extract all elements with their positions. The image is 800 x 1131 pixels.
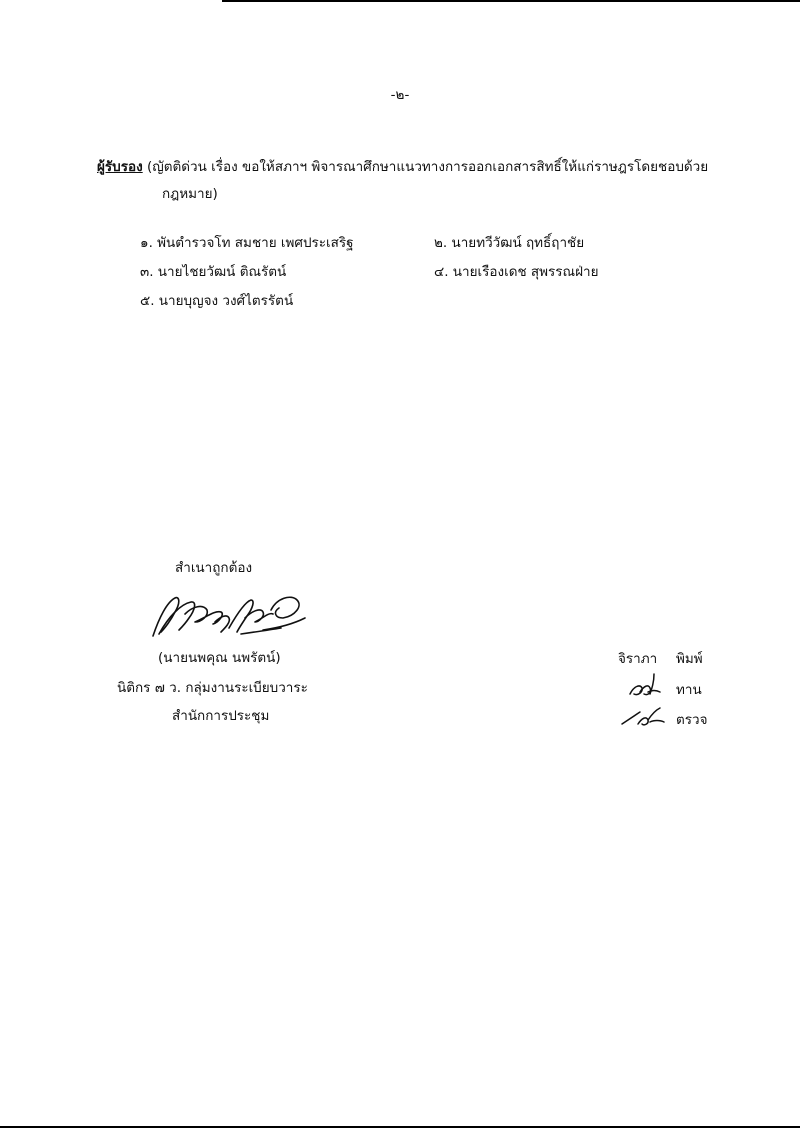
reviewer-initials [628,672,662,700]
reviewer-role: ทาน [676,682,702,698]
subject-line [97,158,708,176]
signer-1: ๑. พันตำรวจโท สมชาย เพศประเสริฐ [140,235,354,251]
checker-initials [620,706,666,728]
page-number: -๒- [390,87,410,103]
subject-label: ผู้รับรอง [97,159,143,175]
subject-text: (ญัตติด่วน เรื่อง ขอให้สภาฯ พิจารณาศึกษาแนวทางการออกเอกสารสิทธิ์ให้แก่ราษฎรโดยชอบด้วย [142,159,709,175]
officer-name: (นายนพคุณ นพรัตน์) [158,650,281,666]
checker-role: ตรวจ [676,712,708,728]
typist-role: พิมพ์ [676,651,703,667]
signer-4: ๔. นายเรืองเดช สุพรรณฝ่าย [434,264,599,280]
signer-2: ๒. นายทวีวัฒน์ ฤทธิ์ฤาชัย [434,235,585,251]
officer-department: สำนักการประชุม [172,708,270,724]
top-border-line [222,0,800,2]
bottom-border-line [0,1126,800,1128]
signer-3: ๓. นายไชยวัฒน์ ติณรัตน์ [140,264,287,280]
typist-name: จิราภา [618,651,658,667]
officer-position: นิติกร ๗ ว. กลุ่มงานระเบียบวาระ [117,680,308,696]
subject-continuation: กฎหมาย) [162,186,218,202]
certified-copy-label: สำเนาถูกต้อง [175,560,253,576]
officer-signature [145,588,310,643]
signer-5: ๕. นายบุญจง วงศ์ไตรรัตน์ [140,293,294,309]
